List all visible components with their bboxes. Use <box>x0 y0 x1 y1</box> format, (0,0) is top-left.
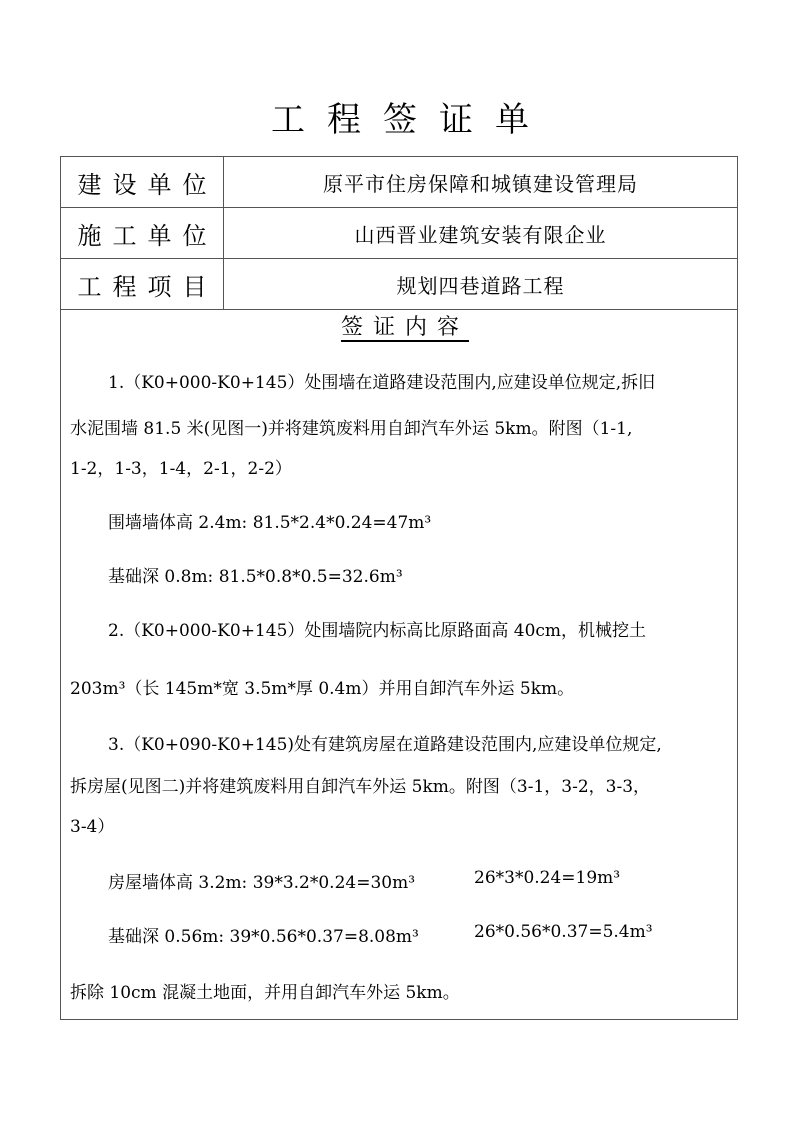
content-line: 2.（K0+000-K0+145）处围墙院内标高比原路面高 40cm，机械挖土 <box>108 621 647 641</box>
content-line: 拆房屋(见图二)并将建筑废料用自卸汽车外运 5km。附图（3-1，3-2，3-3， <box>70 777 651 797</box>
document-title: 工程签证单 <box>271 100 551 140</box>
content-line: 基础深 0.8m: 81.5*0.8*0.5=32.6m³ <box>108 567 403 587</box>
content-line: 203m³（长 145m*宽 3.5m*厚 0.4m）并用自卸汽车外运 5km。 <box>70 679 575 699</box>
content-line: 3-4） <box>70 817 115 837</box>
content-line: 1-2，1-3，1-4，2-1，2-2） <box>70 459 292 479</box>
row-label: 施工单位 <box>61 208 224 258</box>
row-contractor <box>61 208 737 259</box>
row-label: 工程项目 <box>61 259 224 309</box>
row-value: 原平市住房保障和城镇建设管理局 <box>323 171 638 196</box>
row-construction-owner <box>61 157 737 208</box>
row-project <box>61 259 737 310</box>
row-value: 规划四巷道路工程 <box>396 273 565 298</box>
content-line: 26*0.56*0.37=5.4m³ <box>474 922 653 942</box>
content-line: 26*3*0.24=19m³ <box>474 868 621 888</box>
content-line: 拆除 10cm 混凝土地面，并用自卸汽车外运 5km。 <box>70 983 460 1003</box>
content-line: 房屋墙体高 3.2m: 39*3.2*0.24=30m³ <box>108 873 416 893</box>
content-heading: 签证内容 <box>340 315 469 340</box>
row-label: 建设单位 <box>61 157 224 207</box>
content-line: 水泥围墙 81.5 米(见图一)并将建筑废料用自卸汽车外运 5km。附图（1-1, <box>70 419 633 439</box>
content-line: 3.（K0+090-K0+145)处有建筑房屋在道路建设范围内,应建设单位规定, <box>108 735 662 755</box>
content-line: 围墙墙体高 2.4m: 81.5*2.4*0.24=47m³ <box>108 513 432 533</box>
content-line: 基础深 0.56m: 39*0.56*0.37=8.08m³ <box>108 927 419 947</box>
content-line: 1.（K0+000-K0+145）处围墙在道路建设范围内,应建设单位规定,拆旧 <box>108 373 656 393</box>
row-value: 山西晋业建筑安装有限企业 <box>354 222 607 247</box>
